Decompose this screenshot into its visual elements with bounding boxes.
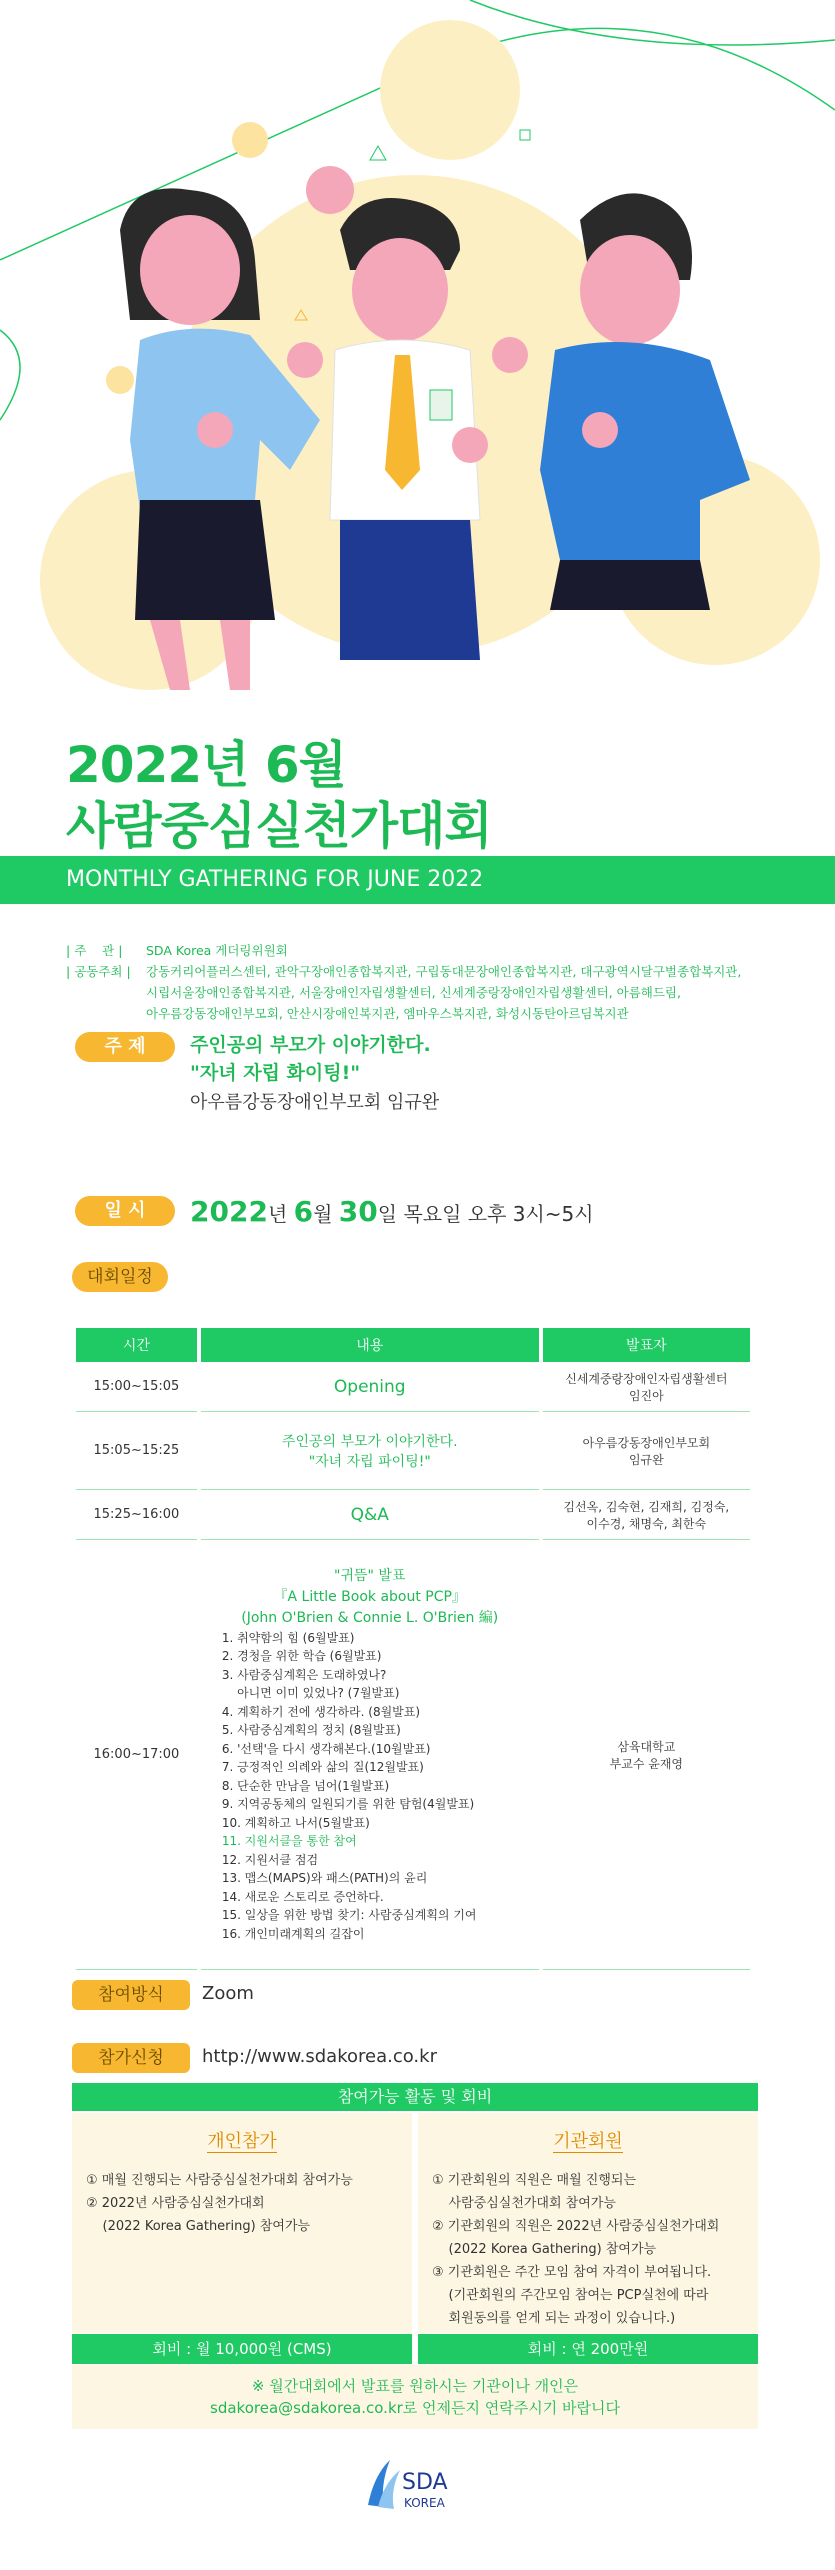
participation-value: Zoom xyxy=(202,1983,254,2004)
host-row xyxy=(66,961,776,982)
schedule-label: 대회일정 xyxy=(72,1262,168,1292)
topic-item: 11. 지원서클을 통한 참여 xyxy=(221,1834,357,1849)
apply-url[interactable]: http://www.sdakorea.co.kr xyxy=(202,2046,437,2067)
row-time: 16:00~17:00 xyxy=(76,1540,197,1970)
benefits-header: 참여가능 활동 및 회비 xyxy=(72,2083,758,2111)
row-content: Q&A xyxy=(201,1490,539,1540)
row-time: 15:25~16:00 xyxy=(76,1490,197,1540)
topic-item: 8. 단순한 만남을 넘어(1월발표) xyxy=(221,1778,390,1793)
row-time: 15:00~15:05 xyxy=(76,1362,197,1412)
reference-title: "귀뜸" 발표 『A Little Book about PCP』 (John O'Brien & Connie L. O'Brien 編) xyxy=(241,1567,499,1626)
contact-note: ※ 월간대회에서 발표를 원하시는 기관이나 개인은 sdakorea@sdakorea.co.kr로 언제든지 연락주시기 바랍니다 xyxy=(72,2365,758,2429)
hosts-section xyxy=(66,940,776,1024)
participation-label: 참여방식 xyxy=(72,1980,190,2010)
host-row xyxy=(66,1003,776,1024)
topic-item: 3. 사람중심계획은 도래하였나? xyxy=(221,1667,387,1682)
individual-fee: 회비 : 월 10,000원 (CMS) xyxy=(72,2334,412,2364)
title-line1: 2022년 6월 xyxy=(66,736,346,794)
host-value: 아우름강동장애인부모회, 안산시장애인복지관, 엠마우스복지관, 화성시동탄아르딤복지관 xyxy=(146,1006,629,1021)
sda-korea-logo xyxy=(360,2455,470,2519)
org-box xyxy=(418,2113,758,2333)
org-title: 기관회원 xyxy=(553,2131,623,2152)
topic-item: 15. 일상을 위한 방법 찾기: 사람중심계획의 기여 xyxy=(221,1908,477,1923)
topic-item: 10. 계획하고 나서(5월발표) xyxy=(221,1815,370,1830)
topic-item: 5. 사람중심계획의 정치 (8월발표) xyxy=(221,1723,401,1738)
host-row xyxy=(66,940,776,961)
table-row xyxy=(76,1540,750,1970)
topic-item: 4. 계획하기 전에 생각하라. (8월발표) xyxy=(221,1704,421,1719)
row-presenter: 아우름강동장애인부모회 임규완 xyxy=(543,1412,750,1490)
header-time: 시간 xyxy=(76,1328,197,1362)
topic-item: 16. 개인미래계획의 길잡이 xyxy=(221,1926,365,1941)
table-row xyxy=(76,1412,750,1490)
logo-text-sda: SDA xyxy=(402,2470,448,2495)
row-time: 15:05~15:25 xyxy=(76,1412,197,1490)
host-value: 강동커리어플러스센터, 관악구장애인종합복지관, 구립동대문장애인종합복지관, 대구광역시달구벌종합복지관, xyxy=(146,964,742,979)
theme-line1: 주인공의 부모가 이야기한다. xyxy=(190,1034,431,1056)
table-row xyxy=(76,1362,750,1412)
topic-item: 2. 경청을 위한 학습 (6월발표) xyxy=(221,1649,382,1664)
individual-title: 개인참가 xyxy=(207,2131,277,2152)
topic-item: 6. '선택'을 다시 생각해본다.(10월발표) xyxy=(221,1741,431,1756)
row-presenter: 신세계중랑장애인자립생활센터 임진아 xyxy=(543,1362,750,1412)
english-title: MONTHLY GATHERING FOR JUNE 2022 xyxy=(66,867,484,892)
host-label xyxy=(66,982,146,1003)
org-items: ① 기관회원의 직원은 매월 진행되는 사람중심실천가대회 참여가능 ② 기관회원의 직원은 2022년 사람중심실천가대회 (2022 Korea Gathering) 참여가능 ③ 기관회원은 주간 모임 참여 자격이 부여됩니다. (기관회원의 주간모임 참여는 PCP실천에 따라 회원동의를 얻게 되는 과정이 있습니다.) xyxy=(432,2173,720,2326)
topic-item: 9. 지역공동체의 일원되기를 위한 탐험(4월발표) xyxy=(221,1797,475,1812)
header-content: 내용 xyxy=(201,1328,539,1362)
host-label: | 공동주최 | xyxy=(66,964,135,979)
table-row xyxy=(76,1490,750,1540)
hero-illustration xyxy=(0,0,835,690)
topic-list xyxy=(202,1629,538,1944)
topic-item: 14. 새로운 스토리로 증언하다. xyxy=(221,1889,384,1904)
row-presenter: 김선옥, 김숙현, 김재희, 김정숙, 이수경, 채명숙, 최한숙 xyxy=(543,1490,750,1540)
host-value: 시립서울장애인종합복지관, 서울장애인자립생활센터, 신세계중랑장애인자립생활센터, 아름해드림, xyxy=(146,985,681,1000)
theme-label: 주 제 xyxy=(75,1032,175,1062)
host-label: | 주 관 | xyxy=(66,943,127,958)
org-fee: 회비 : 연 200만원 xyxy=(418,2334,758,2364)
apply-label: 참가신청 xyxy=(72,2043,190,2073)
theme-speaker: 아우름강동장애인부모회 임규완 xyxy=(190,1092,440,1113)
topic-item: 12. 지원서클 점검 xyxy=(221,1852,319,1867)
row-content: 주인공의 부모가 이야기한다. "자녀 자립 파이팅!" xyxy=(201,1412,539,1490)
host-value: SDA Korea 게더링위원회 xyxy=(146,943,288,958)
date-label: 일 시 xyxy=(75,1196,175,1226)
header-presenter: 발표자 xyxy=(543,1328,750,1362)
theme-line2: "자녀 자립 화이팅!" xyxy=(190,1062,361,1084)
host-label xyxy=(66,1003,146,1024)
logo-text-korea: KOREA xyxy=(404,2496,445,2510)
host-row xyxy=(66,982,776,1003)
schedule-table xyxy=(72,1328,754,1970)
individual-box xyxy=(72,2113,412,2333)
topic-item: 아니면 이미 있었나? (7월발표) xyxy=(221,1686,400,1701)
topic-item: 13. 맵스(MAPS)와 패스(PATH)의 윤리 xyxy=(221,1871,428,1886)
row-content: Opening xyxy=(201,1362,539,1412)
row-content xyxy=(201,1540,539,1970)
topic-item: 7. 긍정적인 의례와 삶의 질(12월발표) xyxy=(221,1760,424,1775)
people-illustration xyxy=(0,0,835,690)
event-date: 2022년 6월 30일 목요일 오후 3시~5시 xyxy=(190,1195,594,1228)
title-line2: 사람중심실천가대회 xyxy=(66,797,492,855)
english-title-band xyxy=(0,856,835,904)
row-presenter: 삼육대학교 부교수 윤재영 xyxy=(543,1540,750,1970)
individual-items: ① 매월 진행되는 사람중심실천가대회 참여가능 ② 2022년 사람중심실천가대회 (2022 Korea Gathering) 참여가능 xyxy=(86,2173,353,2234)
topic-item: 1. 취약함의 힘 (6월발표) xyxy=(221,1630,355,1645)
